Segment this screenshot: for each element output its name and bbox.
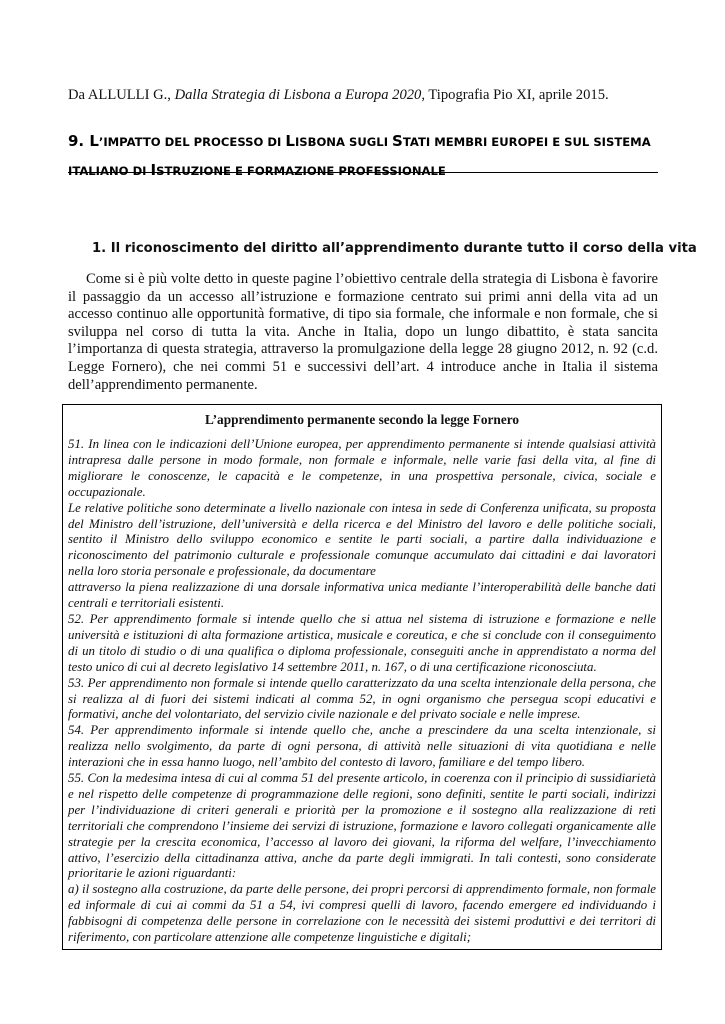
box-paragraph: a) il sostegno alla costruzione, da parte delle persone, dei propri percorsi di apprendimento formale, non formale ed informale di cui ai commi da 51 a 54, ivi compresi quelli di lavoro, facendo emergere ed individuando i fabbisogni di competenza delle persone in correlazione con le necessità dei sistemi produttivi e dei territori di riferimento, con particolare attenzione alle competenze linguistiche e digitali; (68, 882, 656, 945)
source-prefix: Da ALLULLI G., (68, 87, 175, 103)
source-citation (68, 86, 668, 104)
chapter-heading (68, 127, 658, 185)
chapter-number: 9. L (68, 132, 99, 150)
box-paragraph: 54. Per apprendimento informale si intende quello che, anche a prescindere da una scelta intenzionale, si realizza nello svolgimento, da parte di ogni persona, di attività nelle situazioni di vita quotidiana e nelle interazioni che in essa hanno luogo, nell’ambito del contesto di lavoro, familiare e del tempo libero. (68, 723, 656, 770)
chapter-heading-line-2: ITALIANO DI ISTRUZIONE E FORMAZIONE PROFESSIONALE (68, 161, 446, 179)
law-excerpt-box (62, 404, 662, 950)
box-paragraph: 55. Con la medesima intesa di cui al comma 51 del presente articolo, in coerenza con il principio di sussidiarietà e nel rispetto delle competenze di programmazione delle regioni, sono definiti, sentite le parti sociali, indirizzi per l’individuazione di criteri generali e priorità per la promozione e il sostegno alla realizzazione di reti territoriali che comprendono l’insieme dei servizi di istruzione, formazione e lavoro collegati organicamente alle strategie per la crescita economica, l’accesso al lavoro dei giovani, la riforma del welfare, l’invecchiamento attivo, l’esercizio della cittadinanza attiva, anche da parte degli immigrati. In tali contesti, sono considerate prioritarie le azioni riguardanti: (68, 771, 656, 881)
intro-paragraph: Come si è più volte detto in queste pagine l’obiettivo centrale della strategia di Lisbona è favorire il passaggio da un accesso all’istruzione e formazione centrato sui primi anni della vita ad un accesso continuo alle opportunità formative, di tipo sia formale, che informale e non formale, che si sviluppa nel corso di tutta la vita. Anche in Italia, dopo un lungo dibattito, è stata sancita l’importanza di questa strategia, attraverso la promulgazione della legge 28 giugno 2012, n. 92 (c.d. Legge Fornero), che nei commi 51 e successivi dell’art. 4 introduce anche in Italia il sistema dell’apprendimento permanente. (68, 271, 658, 393)
box-paragraph: 52. Per apprendimento formale si intende quello che si attua nel sistema di istruzione e formazione e nelle università e istituzioni di alta formazione artistica, musicale e coreutica, e che si conclude con il conseguimento di un titolo di studio o di una qualifica o diploma professionale, conseguiti anche in apprendistato a norma del testo unico di cui al decreto legislativo 14 settembre 2011, n. 167, o di una certificazione riconosciuta. (68, 611, 656, 674)
box-paragraph: 53. Per apprendimento non formale si intende quello caratterizzato da una scelta intenzionale della persona, che si realizza al di fuori dei sistemi indicati al comma 52, in ogni organismo che persegua scopi educativi e formativi, anche del volontariato, del servizio civile nazionale e del privato sociale e nelle imprese. (68, 675, 656, 722)
source-book-title: Dalla Strategia di Lisbona a Europa 2020 (174, 87, 422, 103)
heading-divider (68, 172, 658, 173)
chapter-heading-line-1: 9. L’IMPATTO DEL PROCESSO DI LISBONA SUGLI STATI MEMBRI EUROPEI E SUL SISTEMA (68, 132, 651, 150)
box-paragraph: Le relative politiche sono determinate a livello nazionale con intesa in sede di Conferenza unificata, su proposta del Ministro dell’istruzione, dell’università e della ricerca e del Ministro del lavoro e delle politiche sociali, sentito il Ministro dello sviluppo economico e sentite le parti sociali, a partire dalla individuazione e riconoscimento del patrimonio culturale e professionale comunque accumulato dai cittadini e dai lavoratori nella loro storia personale e professionale, da documentare (68, 500, 656, 579)
box-paragraph: attraverso la piena realizzazione di una dorsale informativa unica mediante l’interoperabilità delle banche dati centrali e territoriali esistenti. (68, 580, 656, 611)
box-title: L’apprendimento permanente secondo la legge Fornero (204, 412, 520, 427)
box-paragraph: 51. In linea con le indicazioni dell’Unione europea, per apprendimento permanente si intende qualsiasi attività intrapresa dalle persone in modo formale, non formale e informale, nelle varie fasi della vita, al fine di migliorare le conoscenze, le capacità e le competenze, in una prospettiva personale, civica, sociale e occupazionale. (68, 437, 656, 499)
source-suffix: , Tipografia Pio XI, aprile 2015. (421, 87, 609, 103)
section-heading: 1. Il riconoscimento del diritto all’apprendimento durante tutto il corso della vita (92, 241, 697, 256)
